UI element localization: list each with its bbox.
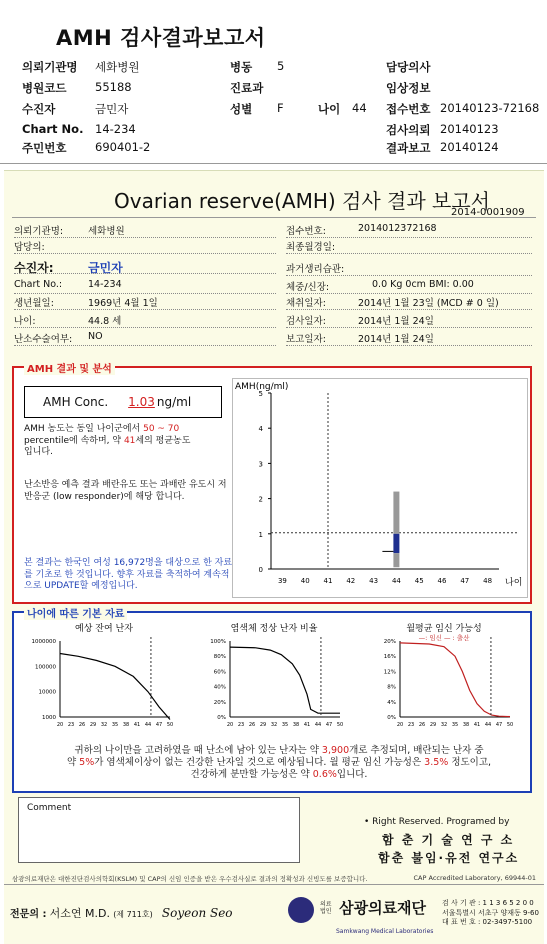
contact-info [442,899,539,928]
lower-whisker [393,553,399,567]
divider [286,275,532,276]
y-tick-label: 0% [387,715,396,721]
divider [14,345,276,346]
y-axis-label: AMH(ng/ml) [235,382,289,392]
value: 2014012372168 [358,223,437,234]
value: 세화병원 [95,60,140,74]
x-tick-label: 47 [325,722,333,728]
normal-egg-ratio-chart [190,619,358,739]
label: 생년월일: [14,298,54,309]
x-tick-label: 41 [133,722,141,728]
y-tick-label: 20% [383,639,396,645]
divider [14,273,276,274]
label: 접수번호 [386,102,431,116]
text: 건강하게 분만할 가능성은 약 [190,769,310,780]
response-text: 난소반응 예측 결과 배란유도 또는 과배란 유도시 저반응군 (low responder)에 해당 합니다. [24,480,227,502]
text: 입니다. [336,769,368,780]
right-info-row [286,331,434,345]
value: 금민자 [95,102,129,116]
y-tick-label: 4 [258,425,263,434]
percentile-range: 50 ~ 70 [143,424,180,434]
normal-ratio-value: 5% [79,757,95,768]
x-tick-label: 32 [270,722,278,728]
report-sheet [4,170,544,944]
mini-chart-title: 염색체 정상 난자 비율 [230,624,318,634]
amh-age-chart [232,378,528,598]
x-tick-label: 50 [166,722,174,728]
sheet-title: Ovarian reserve(AMH) 검사 결과 보고서 [114,189,490,213]
y-tick-label: 100000 [35,664,56,671]
x-tick-label: 29 [259,722,267,728]
text: 약 [66,757,77,768]
label: 담당의: [14,242,45,253]
text: 귀하의 나이만을 고려하였을 때 난소에 남아 있는 난자는 약 [74,745,319,756]
x-tick-label: 40 [300,577,310,585]
value: 55188 [95,80,132,94]
label: 나이: [14,316,36,327]
divider [14,253,276,254]
x-tick-label: 38 [292,722,300,728]
phone: 대 표 번 호 : 02-3497-5100 [442,918,533,926]
label: 병동 [230,60,253,74]
label: 결과보고 [386,141,431,155]
divider [12,217,536,218]
label: 보고일자: [286,334,326,345]
x-tick-label: 26 [78,722,86,728]
divider [286,345,532,346]
label: 검사의뢰 [386,123,431,137]
divider [14,237,276,238]
text: 가 염색체이상이 없는 건강한 난자일 것으로 예상됩니다. 월 평균 임신 가능성은 [94,757,422,768]
value: 20140124 [440,140,499,154]
text: 세의 평균농도 [135,435,191,446]
label: 나이 [318,102,341,116]
right-info-row [286,223,437,237]
label: 성별 [230,102,253,116]
divider [286,327,532,328]
label: 접수번호: [286,226,326,237]
left-info-row [14,331,103,345]
amh-conc-box [24,386,222,418]
amh-chart-svg [233,379,527,597]
divider [286,237,532,238]
y-tick-label: 4% [387,699,396,706]
logo-sub: Samkwang Medical Laboratories [336,928,434,935]
text: 입니다. [24,447,53,457]
conc-unit: ng/ml [156,395,192,409]
label: 의뢰기관명 [22,60,78,74]
x-tick-label: 38 [122,722,130,728]
y-tick-label: 5 [258,390,263,398]
x-tick-label: 41 [323,577,333,585]
doctor-signature-line [10,905,233,921]
x-tick-label: 44 [484,722,492,728]
left-info-row [14,239,45,253]
label: 주민번호 [22,141,67,155]
x-tick-label: 44 [314,722,322,728]
x-tick-label: 50 [336,722,344,728]
comment-label: Comment [27,803,72,813]
mini-chart-title: 월평균 임신 가능성 [406,624,482,634]
value: 690401-2 [95,140,151,154]
x-tick-label: 48 [483,577,493,585]
upper-whisker [393,492,399,534]
pregnancy-value: 3.5% [424,757,449,768]
age-legend: 나이에 따른 기본 자료 [24,605,127,620]
label: 체중/신장: [286,282,330,293]
y-tick-label: 100% [210,639,226,645]
x-tick-label: 41 [473,722,481,728]
value: F [277,101,284,115]
comment-box [18,797,300,863]
amh-legend: AMH 결과 및 분석 [24,360,115,375]
x-tick-label: 47 [495,722,503,728]
license-number: (제 711호) [113,910,153,919]
cap-number: CAP Accredited Laboratory, 69944-01 [413,874,536,882]
institute-1: 함 춘 기 술 연 구 소 [382,833,515,847]
label: 진료과 [230,81,264,95]
doctor-label: 전문의 : [10,909,47,920]
y-tick-label: 1000 [42,715,56,721]
value: 1969년 4월 1일 [88,298,158,309]
y-tick-label: 40% [213,684,226,691]
value: 20140123 [440,122,499,136]
conc-label: AMH Conc. [43,395,109,409]
percentile-text [24,424,234,459]
samkwang-logo [320,897,433,937]
divider [14,293,276,294]
value: 44 [352,101,367,115]
right-info-row [286,313,434,327]
accreditation-note: 삼광의료재단은 대한진단검사의학회(KSLM) 및 CAP의 신임 인증을 받은 우수검사실로 결과의 정확성과 신빙도를 보증합니다. [12,875,368,883]
data-source-text: 본 결과는 한국인 여성 16,972명을 대상으로 한 자료를 기초로 한 것입니다. 향후 자료를 축적하여 계속적으로 UPDATE할 예정입니다. [24,558,233,591]
value: 20140123-72168 [440,101,540,115]
y-tick-label: 1000000 [31,639,56,645]
divider [286,309,532,310]
remaining-eggs-value: 3,900 [321,745,350,756]
y-tick-label: 8% [387,684,396,691]
x-tick-label: 38 [462,722,470,728]
value: 세화병원 [88,226,125,237]
value: 0.0 Kg 0cm BMI: 0.00 [372,279,474,290]
y-tick-label: 0% [217,715,226,721]
series-line [230,647,340,713]
x-tick-label: 50 [506,722,514,728]
label: 채취일자: [286,298,326,309]
y-tick-label: 0 [258,566,263,574]
label: Chart No.: [14,279,63,290]
x-tick-label: 20 [226,722,234,728]
x-axis-label: 나이 [505,578,523,588]
divider [286,253,532,254]
series-line [400,643,510,717]
label: 수진자 [22,102,56,116]
series-line [60,654,170,720]
x-tick-label: 20 [56,722,64,728]
divider [14,309,276,310]
x-tick-label: 29 [89,722,97,728]
equivalent-age: 41 [123,435,136,446]
age-data-panel [12,611,532,793]
lab-code: 검 사 기 관 : 1 1 3 6 5 2 0 0 [442,899,534,907]
text: 정도이고, [451,757,492,768]
x-tick-label: 35 [111,722,119,728]
x-tick-label: 26 [418,722,426,728]
footer-bar [4,871,544,885]
label: 최종월경일: [286,242,336,253]
remaining-eggs-chart [20,619,188,739]
value: 44.8 세 [88,316,122,327]
text: 개로 추정되며, 배란되는 난자 중 [349,745,484,756]
y-tick-label: 12% [383,669,396,676]
divider [286,293,532,294]
right-info-row [286,261,344,275]
y-tick-label: 2 [258,495,263,504]
x-tick-label: 35 [451,722,459,728]
left-info-row [14,223,125,237]
divider [0,163,547,164]
x-tick-label: 32 [440,722,448,728]
age-summary [34,745,524,781]
x-tick-label: 29 [429,722,437,728]
x-tick-label: 32 [100,722,108,728]
value: 2014년 1월 24일 [358,334,434,345]
right-info-row [286,279,474,293]
x-tick-label: 42 [346,577,356,585]
x-tick-label: 45 [414,577,424,585]
y-tick-label: 3 [258,460,263,469]
x-tick-label: 44 [391,577,401,585]
report-title: AMH 검사결과보고서 [56,26,266,50]
x-tick-label: 41 [303,722,311,728]
x-tick-label: 26 [248,722,256,728]
label: 임상정보 [386,81,431,95]
doctor-name: 서소연 M.D. [49,907,110,920]
iqr-box [393,534,399,553]
report-number: 2014-0001909 [451,207,525,218]
label: 난소수술여부: [14,334,73,345]
label: 병원코드 [22,81,67,95]
rights-text: • Right Reserved. Programed by [364,817,510,827]
x-tick-label: 43 [369,577,379,585]
value: 14-234 [95,122,136,136]
x-tick-label: 44 [144,722,152,728]
y-tick-label: 1 [258,530,263,539]
label: 수진자: [14,261,54,275]
y-tick-label: 60% [213,669,226,676]
text: AMH 농도는 동일 나이군에서 [24,424,141,434]
y-tick-label: 80% [213,654,226,661]
signature: Soyeon Seo [161,906,233,920]
institute-2: 함춘 불임·유전 연구소 [378,851,520,865]
x-tick-label: 23 [67,722,75,728]
logo-small: 의료법인 [320,901,332,915]
value: 2014년 1월 23일 (MCD # 0 일) [358,298,499,309]
logo-main: 삼광의료재단 [339,899,427,917]
address: 서울특별시 서초구 양재동 9-60 [442,908,539,917]
value: 2014년 1월 24일 [358,316,434,327]
mini-chart-title: 예상 잔여 난자 [75,624,133,634]
x-tick-label: 20 [396,722,404,728]
label: 의뢰기관명: [14,226,64,237]
label: 담당의사 [386,60,431,74]
amh-result-panel [12,366,532,604]
right-info-row [286,295,499,309]
value: 5 [277,59,285,73]
x-tick-label: 46 [437,577,447,585]
samkwang-logo-icon [288,897,314,923]
right-info-row [286,239,335,253]
left-info-row [14,279,122,290]
x-tick-label: 23 [407,722,415,728]
label: 검사일자: [286,316,326,327]
value: 14-234 [88,279,122,290]
x-tick-label: 35 [281,722,289,728]
y-tick-label: 16% [383,654,396,661]
y-tick-label: 10000 [38,689,56,696]
value: 금민자 [88,261,123,275]
value: NO [88,331,103,342]
conc-value: 1.03 [128,395,155,409]
x-tick-label: 39 [277,577,287,585]
pregnancy-chance-chart [360,619,528,739]
x-tick-label: 47 [155,722,163,728]
x-tick-label: 23 [237,722,245,728]
birth-value: 0.6% [312,769,337,780]
divider [14,327,276,328]
legend-entry: —: 임신 — : 출산 [418,634,470,642]
label: Chart No. [22,122,84,136]
left-info-row [14,295,158,309]
left-info-row [14,313,122,327]
text: percentile에 속하며, 약 [24,435,122,446]
y-tick-label: 20% [213,699,226,706]
label: 과거생리습관: [286,264,345,275]
x-tick-label: 47 [460,577,470,585]
